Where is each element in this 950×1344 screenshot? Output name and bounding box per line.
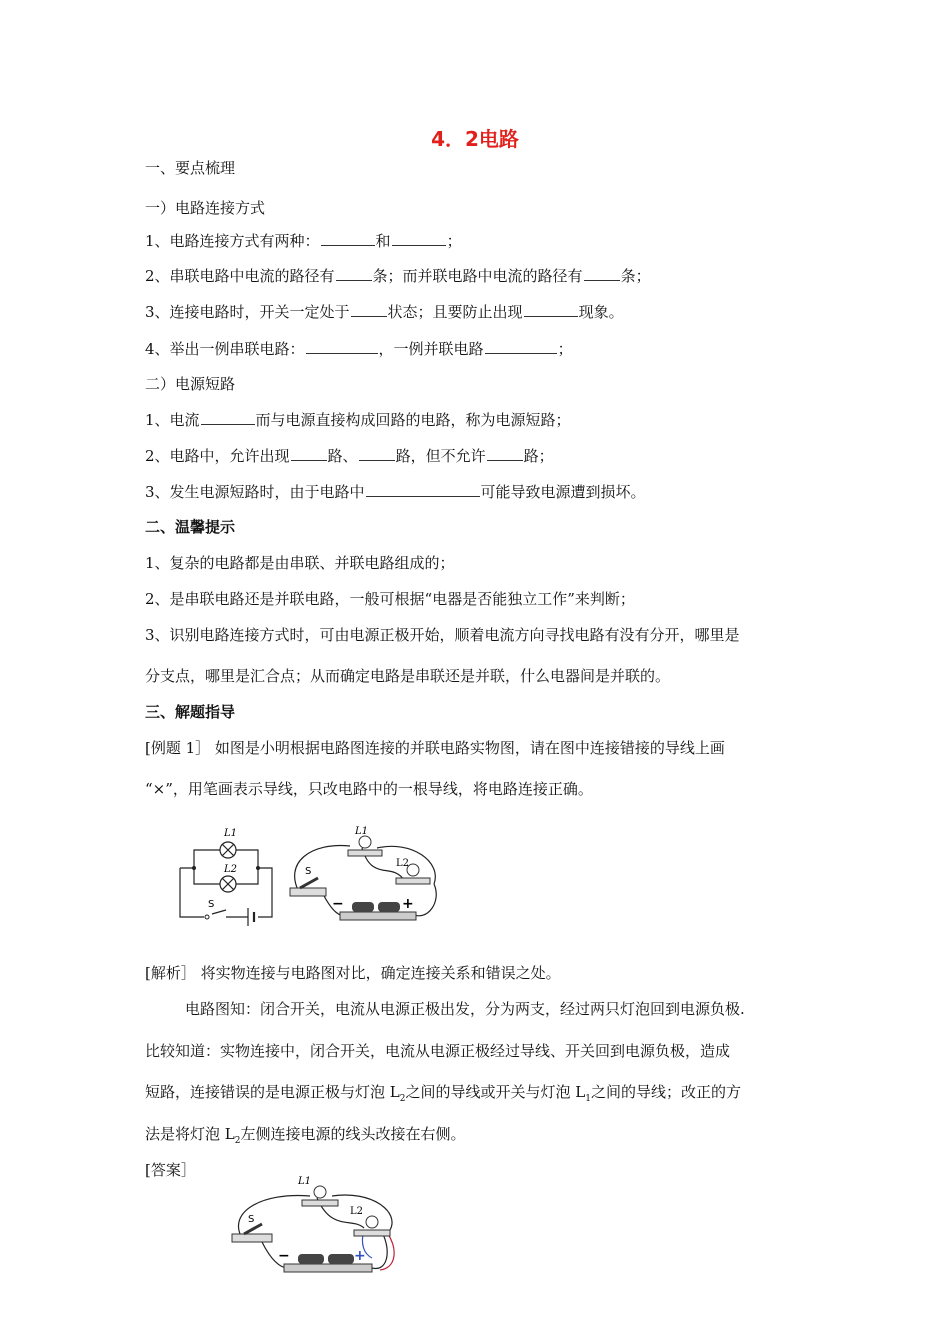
blank: [306, 341, 378, 354]
q1-text-a: 1、电路连接方式有两种：: [145, 232, 320, 250]
q4-text-c: ；: [557, 340, 573, 358]
lamp-l1-base: [348, 850, 382, 856]
q2-text-b: 条；而并联电路中电流的路径有: [372, 267, 583, 285]
p3-text-b: 之间的导线或开关与灯泡 L: [405, 1083, 586, 1101]
example-circuit-figure: [172, 822, 444, 934]
r3-text-b: 可能导致电源遭到损坏。: [480, 483, 646, 501]
question-4: [145, 339, 573, 359]
battery-cell: [352, 902, 374, 912]
q1-text-c: ；: [446, 232, 462, 250]
plus-terminal: +: [402, 896, 414, 912]
section-heading-3: 三、解题指导: [145, 703, 236, 721]
answer-l2-label: L2: [350, 1206, 364, 1217]
question-3: [145, 302, 624, 322]
r2-text-d: 路；: [523, 447, 554, 465]
r1-text-b: 而与电源直接构成回路的电路，称为电源短路；: [255, 411, 571, 429]
lamp-l2-bulb: [366, 1216, 378, 1228]
r3-text-a: 3、发生电源短路时，由于电路中: [145, 483, 365, 501]
p3-text-a: 短路，连接错误的是电源正极与灯泡 L: [145, 1083, 400, 1101]
subscript-2: 2: [234, 1136, 241, 1146]
battery-cell: [328, 1254, 354, 1264]
q2-text-c: 条；: [620, 267, 651, 285]
p3-text-c: 之间的导线；改正的方: [590, 1083, 741, 1101]
blank: [392, 233, 446, 246]
schematic-l2-label: L2: [224, 864, 238, 875]
switch-base: [232, 1234, 272, 1242]
blank: [201, 412, 255, 425]
answer-label: [答案］: [145, 1161, 196, 1179]
q3-text-b: 状态；且要防止出现: [387, 303, 523, 321]
r2-text-b: 路、: [327, 447, 358, 465]
r2-text-c: 路，但不允许: [395, 447, 486, 465]
schematic-switch-label: S: [208, 899, 215, 910]
blank: [336, 268, 372, 281]
lamp-l1-bulb: [314, 1186, 326, 1198]
q1-text-b: 和: [375, 232, 391, 250]
tip-3-line-2: 分支点，哪里是汇合点；从而确定电路是串联还是并联，什么电器间是并联的。: [145, 667, 671, 685]
switch-base: [290, 888, 326, 896]
lamp-l2-base: [354, 1230, 390, 1236]
item-r3: [145, 482, 646, 502]
p4-text-b: 左侧连接电源的线头改接在右侧。: [240, 1125, 466, 1143]
blank: [584, 268, 620, 281]
battery-holder: [284, 1264, 372, 1272]
analysis-paragraph-1: 电路图知：闭合开关，电流从电源正极出发，分为两支，经过两只灯泡回到电源负极.: [185, 1000, 745, 1018]
section-heading-2: 二、温馨提示: [145, 518, 236, 536]
analysis-line: [解析］ 将实物连接与电路图对比，确定连接关系和错误之处。: [145, 964, 561, 982]
question-1: [145, 231, 462, 251]
example-1-line-1: [例题 1］ 如图是小明根据电路图连接的并联电路实物图，请在图中连接错接的导线上画: [145, 739, 725, 757]
tip-3-line-1: 3、识别电路连接方式时，可由电源正极开始，顺着电流方向寻找电路有没有分开，哪里是: [145, 626, 740, 644]
p4-text-a: 法是将灯泡 L: [145, 1125, 235, 1143]
schematic-l1-label: L1: [224, 828, 238, 839]
wiring-l2-label: L2: [396, 858, 410, 869]
q3-text-c: 现象。: [578, 303, 624, 321]
blank: [321, 233, 375, 246]
lamp-l2-base: [396, 878, 430, 884]
analysis-paragraph-3: [145, 1082, 741, 1109]
subscript-2: 2: [399, 1094, 406, 1104]
r2-text-a: 2、电路中，允许出现: [145, 447, 290, 465]
example-1-line-2: “×”，用笔画表示导线，只改电路中的一根导线，将电路连接正确。: [145, 780, 593, 798]
analysis-paragraph-4: [145, 1124, 465, 1151]
item-r1: [145, 410, 571, 430]
blank: [487, 448, 523, 461]
wiring-l1-label: L1: [355, 826, 369, 837]
battery-holder: [340, 912, 416, 920]
blank: [485, 341, 557, 354]
subheading-short-circuit: 二）电源短路: [145, 375, 236, 393]
blank: [359, 448, 395, 461]
subscript-1: 1: [585, 1094, 591, 1104]
page-title: 4．2电路: [431, 127, 519, 151]
plus-terminal: +: [354, 1248, 366, 1264]
blank: [351, 304, 387, 317]
wiring-switch-label: S: [305, 866, 312, 877]
q3-text-a: 3、连接电路时，开关一定处于: [145, 303, 350, 321]
q4-text-b: ，一例并联电路: [378, 340, 484, 358]
lamp-l1-base: [302, 1200, 338, 1206]
blank: [366, 484, 480, 497]
battery-cell: [378, 902, 400, 912]
battery-cell: [298, 1254, 324, 1264]
tip-2: 2、是串联电路还是并联电路，一般可根据“电器是否能独立工作”来判断；: [145, 590, 635, 608]
blank: [524, 304, 578, 317]
blank: [291, 448, 327, 461]
answer-l1-label: L1: [298, 1176, 312, 1187]
tip-1: 1、复杂的电路都是由串联、并联电路组成的；: [145, 554, 455, 572]
answer-switch-label: S: [248, 1214, 255, 1225]
question-2: [145, 266, 651, 286]
item-r2: [145, 446, 554, 466]
analysis-paragraph-2: 比较知道：实物连接中，闭合开关，电流从电源正极经过导线、开关回到电源负极，造成: [145, 1042, 731, 1060]
q4-text-a: 4、举出一例串联电路：: [145, 340, 305, 358]
minus-terminal: −: [332, 896, 344, 912]
section-heading-1: 一、要点梳理: [145, 159, 236, 177]
q2-text-a: 2、串联电路中电流的路径有: [145, 267, 335, 285]
minus-terminal: −: [278, 1248, 290, 1264]
answer-circuit-figure: [222, 1172, 402, 1284]
r1-text-a: 1、电流: [145, 411, 200, 429]
lamp-l1-bulb: [359, 836, 371, 848]
subheading-connection: 一）电路连接方式: [145, 199, 266, 217]
